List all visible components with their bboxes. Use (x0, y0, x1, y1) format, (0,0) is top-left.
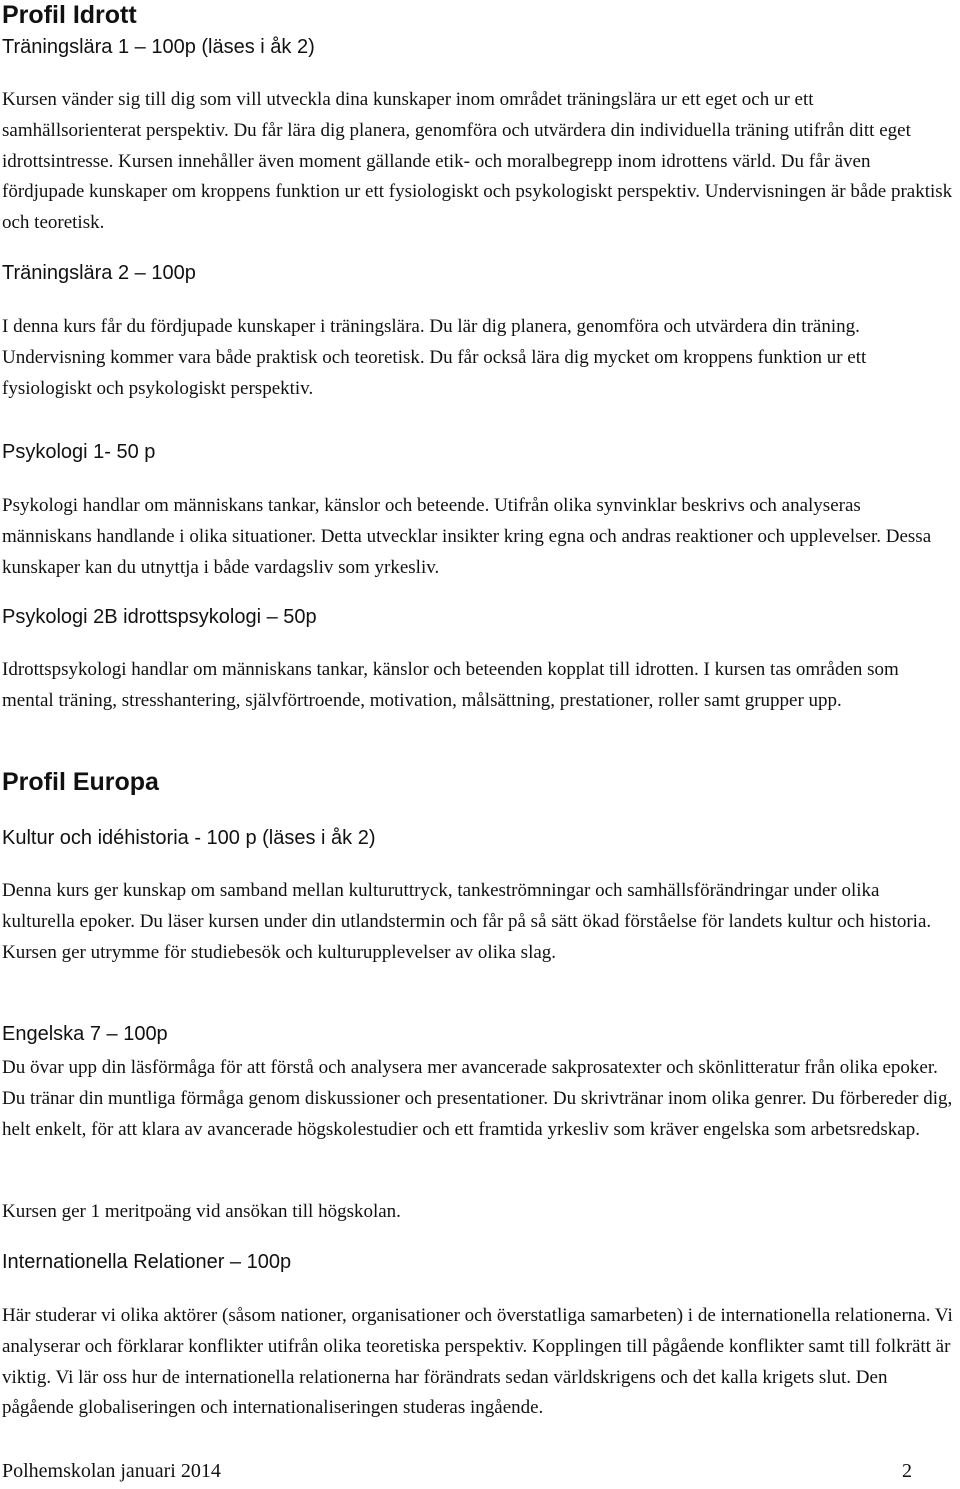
course-text-engelska-7 (2, 1053, 954, 1145)
course-heading: Psykologi 1- 50 p (2, 441, 156, 463)
course-heading-engelska-7 (2, 1021, 954, 1047)
course-text-internationella-relationer (2, 1301, 954, 1424)
course-heading-kultur-idehistoria (2, 825, 954, 851)
course-heading: Psykologi 2B idrottspsykologi – 50p (2, 606, 317, 628)
course-description: Psykologi handlar om människans tankar, känslor och beteende. Utifrån olika synvinklar beskrivs och analyseras människans handlande i olika situationer. Detta utvecklar insikter kring egna och andras reaktioner och upplevelser. Dessa kunskaper kan du utnyttja i både vardagsliv som yrkesliv. (2, 495, 932, 578)
course-description: Du övar upp din läsförmåga för att förstå och analysera mer avancerade sakprosatexter och skönlitteratur från olika epoker. Du tränar din muntliga förmåga genom diskussioner och presentationer. Du skrivtränar inom olika genrer. Du förbereder dig, helt enkelt, för att klara av avancerade högskolestudier och ett framtida yrkesliv som kräver engelska som arbetsredskap. (2, 1057, 953, 1140)
course-heading-psykologi-2b (2, 604, 954, 630)
course-heading: Träningslära 1 – 100p (läses i åk 2) (2, 36, 315, 58)
course-heading-psykologi-1 (2, 439, 954, 465)
course-heading-traningslara-2 (2, 260, 954, 286)
course-extra-engelska-7 (2, 1197, 954, 1228)
course-heading: Kultur och idéhistoria - 100 p (läses i åk 2) (2, 827, 376, 849)
course-description: Idrottspsykologi handlar om människans tankar, känslor och beteenden kopplat till idrotten. I kursen tas områden som mental träning, stresshantering, självförtroende, motivation, målsättning, prestationer, roller samt grupper upp. (2, 659, 899, 711)
section-title: Profil Idrott (2, 1, 137, 29)
page-number: 2 (902, 1460, 912, 1482)
course-description: I denna kurs får du fördjupade kunskaper i träningslära. Du lär dig planera, genomföra och utvärdera din träning. Undervisning kommer vara både praktisk och teoretisk. Du får också lära dig mycket om kroppens funktion ur ett fysiologiskt och psykologiskt perspektiv. (2, 316, 867, 399)
course-text-kultur-idehistoria (2, 876, 954, 968)
course-text-psykologi-2b (2, 655, 954, 717)
course-heading-internationella-relationer (2, 1249, 954, 1275)
section-title: Profil Europa (2, 768, 159, 796)
footer-text: Polhemskolan januari 2014 (2, 1460, 221, 1482)
course-description: Här studerar vi olika aktörer (såsom nationer, organisationer och överstatliga samarbeten) i de internationella relationerna. Vi analyserar och förklarar konflikter utifrån olika teoretiska perspektiv. Kopplingen till pågående konflikter samt till folkrätt är viktig. Vi lär oss hur de internationella relationerna har förändrats sedan världskrigens och det kalla krigets slut. Den pågående globaliseringen och internationaliseringen studeras ingående. (2, 1305, 953, 1419)
course-text-psykologi-1 (2, 491, 954, 583)
course-heading: Engelska 7 – 100p (2, 1023, 168, 1045)
course-description: Kursen vänder sig till dig som vill utveckla dina kunskaper inom området träningslära ur ett eget och ur ett samhällsorienterat perspektiv. Du får lära dig planera, genomföra och utvärdera din individuella träning utifrån ditt eget idrottsintresse. Kursen innehåller även moment gällande etik- och moralbegrepp inom idrottens värld. Du får även fördjupade kunskaper om kroppens funktion ur ett fysiologiskt och psykologiskt perspektiv. Undervisningen är både praktisk och teoretisk. (2, 89, 953, 234)
course-description: Denna kurs ger kunskap om samband mellan kulturuttryck, tankeströmningar och samhällsförändringar under olika kulturella epoker. Du läser kursen under din utlandstermin och får på så sätt ökad förståelse för landets kultur och historia. Kursen ger utrymme för studiebesök och kulturupplevelser av olika slag. (2, 880, 932, 963)
course-text-traningslara-2 (2, 312, 954, 404)
page-footer (2, 1458, 912, 1484)
course-text-traningslara-1 (2, 85, 954, 239)
section-title-profil-idrott (2, 0, 954, 30)
section-title-profil-europa (2, 767, 954, 797)
course-heading: Träningslära 2 – 100p (2, 262, 196, 284)
course-heading-traningslara-1 (2, 34, 954, 60)
course-heading: Internationella Relationer – 100p (2, 1251, 292, 1273)
course-note: Kursen ger 1 meritpoäng vid ansökan till högskolan. (2, 1201, 401, 1222)
